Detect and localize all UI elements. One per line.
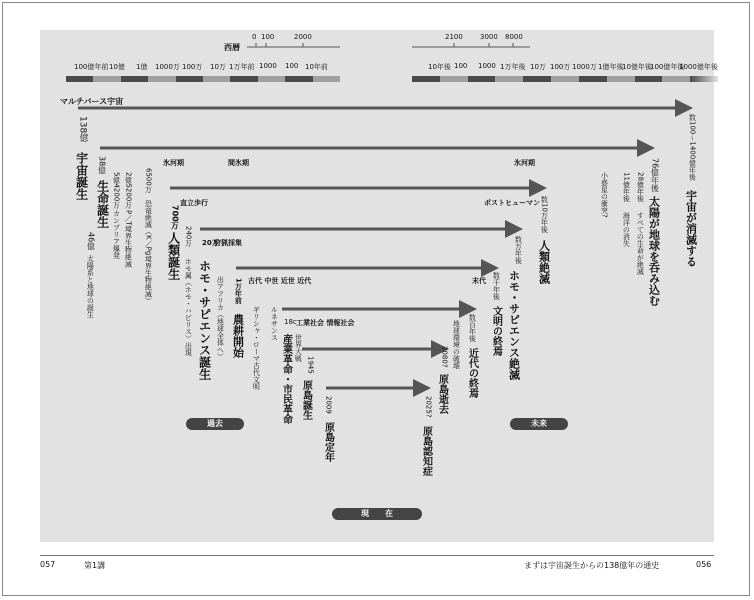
human-birth: 人類誕生	[166, 232, 181, 280]
future-year-8000: 8000	[505, 33, 523, 41]
interglacial: 間氷期	[228, 159, 249, 167]
page-number-right: 056	[696, 560, 712, 569]
future-scale-1: 100	[454, 62, 468, 70]
homo-event: ホモ属（ホモ・ハビリス）出現	[184, 258, 193, 356]
modern-end: 近代の終焉	[466, 348, 478, 398]
greece-rome: ギリシャ・ローマ古代文明	[252, 306, 261, 390]
past-scale-5: 10万	[210, 63, 226, 71]
future-scale-3: 1万年後	[500, 63, 526, 71]
universe-age: 138億	[77, 116, 88, 143]
sapiens-extinction: ホモ・サピエンス絶滅	[507, 270, 521, 380]
future-scale-9: 100億年後	[650, 63, 685, 71]
past-scale-8: 100	[285, 62, 299, 70]
page-number-left: 057	[40, 560, 56, 569]
universe-end: 宇宙が消滅する	[684, 190, 698, 267]
seireki-tick-100: 100	[261, 33, 275, 41]
past-scale-2: 1億	[136, 63, 148, 71]
year-2080: 2080?	[440, 346, 449, 368]
human-extinction: 人類絶滅	[537, 240, 551, 284]
year-1945: 1945	[306, 356, 315, 374]
past-label: 過去	[186, 418, 244, 430]
harajima-birth: 原島誕生	[300, 380, 312, 420]
sapiens-time: 20万	[202, 239, 219, 247]
world-war: 世界大戦	[294, 334, 303, 362]
sun-time: 76億年後	[650, 158, 660, 193]
future-scale-7: 1億年後	[598, 63, 624, 71]
future-year-3000: 3000	[480, 33, 498, 41]
multiverse-label: マルチバース宇宙	[60, 97, 124, 106]
posthuman: ポストヒューマン	[484, 199, 540, 207]
seireki-tick-2000: 2000	[294, 33, 312, 41]
universe-birth: 宇宙誕生	[74, 152, 89, 200]
out-of-africa: 出アフリカ（地球全体へ）	[216, 276, 225, 360]
past-scale-9: 10年前	[305, 63, 328, 71]
future-scale-4: 10万	[530, 63, 546, 71]
footer-rule	[40, 555, 714, 556]
future-year-2100: 2100	[445, 33, 463, 41]
civ-end: 文明の終焉	[490, 306, 502, 356]
civ-end-time: 数千年後	[492, 272, 501, 300]
chapter-label: 第1講	[84, 561, 106, 570]
seireki-label: 西暦	[224, 43, 240, 52]
cambrian-time: 5億4200万	[112, 172, 121, 209]
sapiens-birth: ホモ・サピエンス誕生	[197, 260, 212, 380]
hunting: 狩猟採集	[214, 239, 242, 247]
ice-age-right: 氷河期	[514, 159, 535, 167]
ice-age-left: 氷河期	[163, 159, 184, 167]
past-scale-7: 1000	[259, 62, 277, 70]
pt-event: P／T境界生物絶滅	[124, 210, 133, 268]
year-2025: 2025?	[424, 396, 433, 418]
future-scale-2: 1000	[478, 62, 496, 70]
farming-time: 1万年前	[234, 278, 243, 304]
dino-time: 6500万	[144, 168, 153, 193]
farming: 農耕開始	[231, 314, 245, 358]
future-scale-6: 1000万	[572, 63, 597, 71]
homo-time: 240万	[184, 226, 193, 247]
future-scale-8: 10億年後	[622, 63, 652, 71]
modern-end-time: 数百年後	[468, 314, 477, 342]
human-extinction-time: 数10万年後	[540, 196, 549, 233]
industry-info: 工業社会 情報社会	[296, 319, 355, 327]
pt-time: 2億5200万	[124, 172, 133, 209]
future-scale-5: 100万	[550, 63, 571, 71]
harajima-retirement: 原島定年	[322, 422, 334, 462]
past-scale-3: 1000万	[155, 63, 180, 71]
solar-birth: 太陽系と地球の誕生	[86, 255, 95, 318]
cambrian: カンブリア爆発	[112, 210, 121, 259]
running-title: まずは宇宙誕生からの138億年の通史	[524, 561, 660, 570]
future-label: 未来	[510, 418, 568, 430]
eras: 古代 中世 近世 近代	[248, 277, 312, 285]
solar-age: 46億	[86, 232, 96, 251]
ocean-loss: 海洋の消失	[622, 212, 631, 247]
life-extinct-time: 28億年後	[636, 172, 645, 202]
dino-extinction: 恐竜絶滅（K／Pg境界生物絶滅）	[144, 200, 153, 305]
year-2009: 2009	[324, 396, 333, 414]
past-scale-0: 100億年前	[74, 63, 109, 71]
human-time: 700万	[170, 205, 180, 230]
universe-end-time: 数100〜1400億年後	[688, 114, 697, 181]
life-extinct: すべての生命が絶滅	[636, 212, 645, 275]
past-scale-6: 1万年前	[229, 63, 255, 71]
present-label: 現 在	[332, 508, 422, 520]
sun-swallows-earth: 太陽が地球を呑み込む	[647, 196, 661, 306]
env-destruction: 地球環境の破壊	[452, 320, 461, 369]
bipedal: 直立歩行	[180, 199, 208, 207]
modern-era: 末代	[472, 277, 486, 285]
future-scale-10: 1000億年後	[679, 63, 718, 71]
sapiens-extinction-time: 数万年後	[514, 236, 523, 264]
life-birth: 生命誕生	[95, 180, 110, 228]
future-scale-0: 10年後	[428, 63, 451, 71]
future-scale-bar	[412, 76, 718, 82]
life-age: 38億	[97, 156, 107, 175]
renaissance: ルネサンス	[270, 306, 279, 341]
asteroid: 小惑星の衝突?	[600, 172, 609, 218]
century-18: 18c	[284, 318, 297, 326]
harajima-death: 原島逝去	[436, 374, 448, 414]
past-scale-bar	[66, 76, 340, 82]
harajima-dementia: 原島認知症	[420, 426, 432, 476]
past-scale-1: 10億	[109, 63, 125, 71]
past-scale-4: 100万	[182, 63, 203, 71]
ocean-loss-time: 11億年後	[622, 172, 631, 202]
industrial-revolution: 産業革命・市民革命	[280, 334, 292, 424]
seireki-tick-0: 0	[252, 33, 257, 41]
